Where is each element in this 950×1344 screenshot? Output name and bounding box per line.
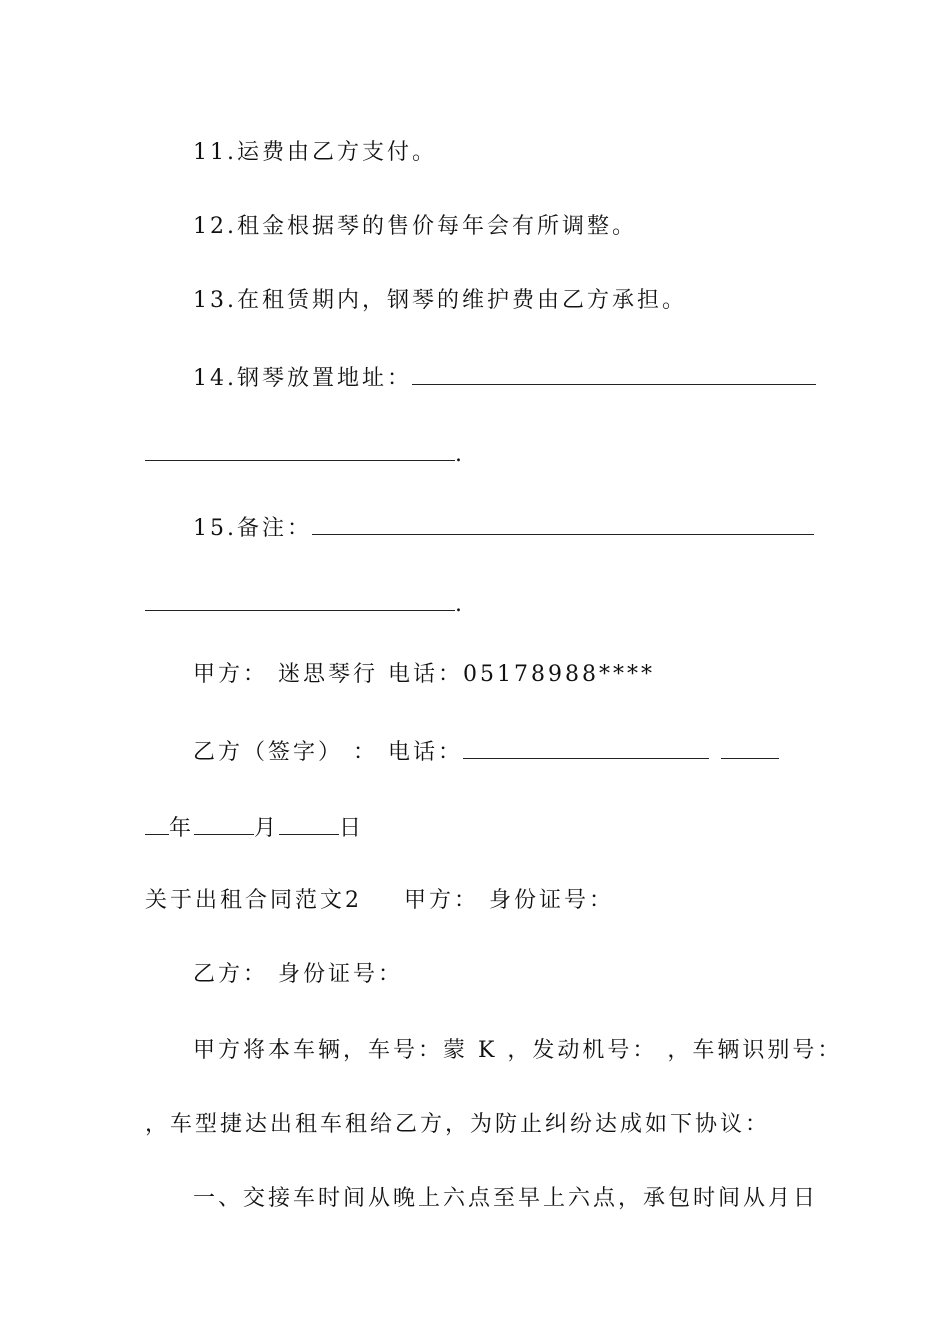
party-b-signature	[193, 736, 779, 768]
phone-blank	[463, 736, 709, 759]
clause-14-end: .	[455, 442, 465, 467]
day-label: 日	[339, 816, 365, 841]
clause-one: 一、交接车时间从晚上六点至早上六点，承包时间从月日	[193, 1186, 819, 1211]
day-blank	[279, 812, 339, 835]
vehicle-details: 甲方将本车辆，车号：蒙 K ，发动机号： ，车辆识别号：	[193, 1038, 843, 1063]
remarks-blank-continued	[145, 588, 455, 611]
clause-12: 12.租金根据琴的售价每年会有所调整。	[193, 214, 637, 239]
date-blank-start	[721, 736, 779, 759]
clause-14-continuation	[145, 438, 465, 470]
clause-13: 13.在租赁期内，钢琴的维护费由乙方承担。	[193, 288, 687, 313]
contract-2-party-b: 乙方： 身份证号：	[193, 962, 403, 987]
clause-15-label: 15.备注：	[193, 516, 312, 541]
remarks-blank	[312, 512, 814, 535]
contract-2-heading-line	[145, 886, 614, 916]
clause-11: 11.运费由乙方支付。	[193, 140, 437, 165]
contract-2-party-a: 甲方： 身份证号：	[404, 888, 614, 913]
clause-15-continuation	[145, 588, 465, 620]
clause-15-end: .	[455, 592, 465, 617]
party-a-info: 甲方： 迷思琴行 电话：05178988****	[193, 662, 655, 687]
address-blank	[412, 362, 816, 385]
month-label: 月	[254, 816, 280, 841]
address-blank-continued	[145, 438, 455, 461]
month-blank	[194, 812, 254, 835]
clause-14-label: 14.钢琴放置地址：	[193, 366, 412, 391]
date-line	[145, 812, 364, 844]
clause-15	[193, 512, 814, 544]
year-label: 年	[169, 816, 195, 841]
vehicle-details-continued: ，车型捷达出租车租给乙方，为防止纠纷达成如下协议：	[145, 1112, 771, 1137]
party-b-label: 乙方（签字） ： 电话：	[193, 740, 463, 765]
year-blank	[145, 812, 169, 835]
contract-2-heading: 关于出租合同范文2	[145, 888, 362, 913]
clause-14	[193, 362, 816, 394]
